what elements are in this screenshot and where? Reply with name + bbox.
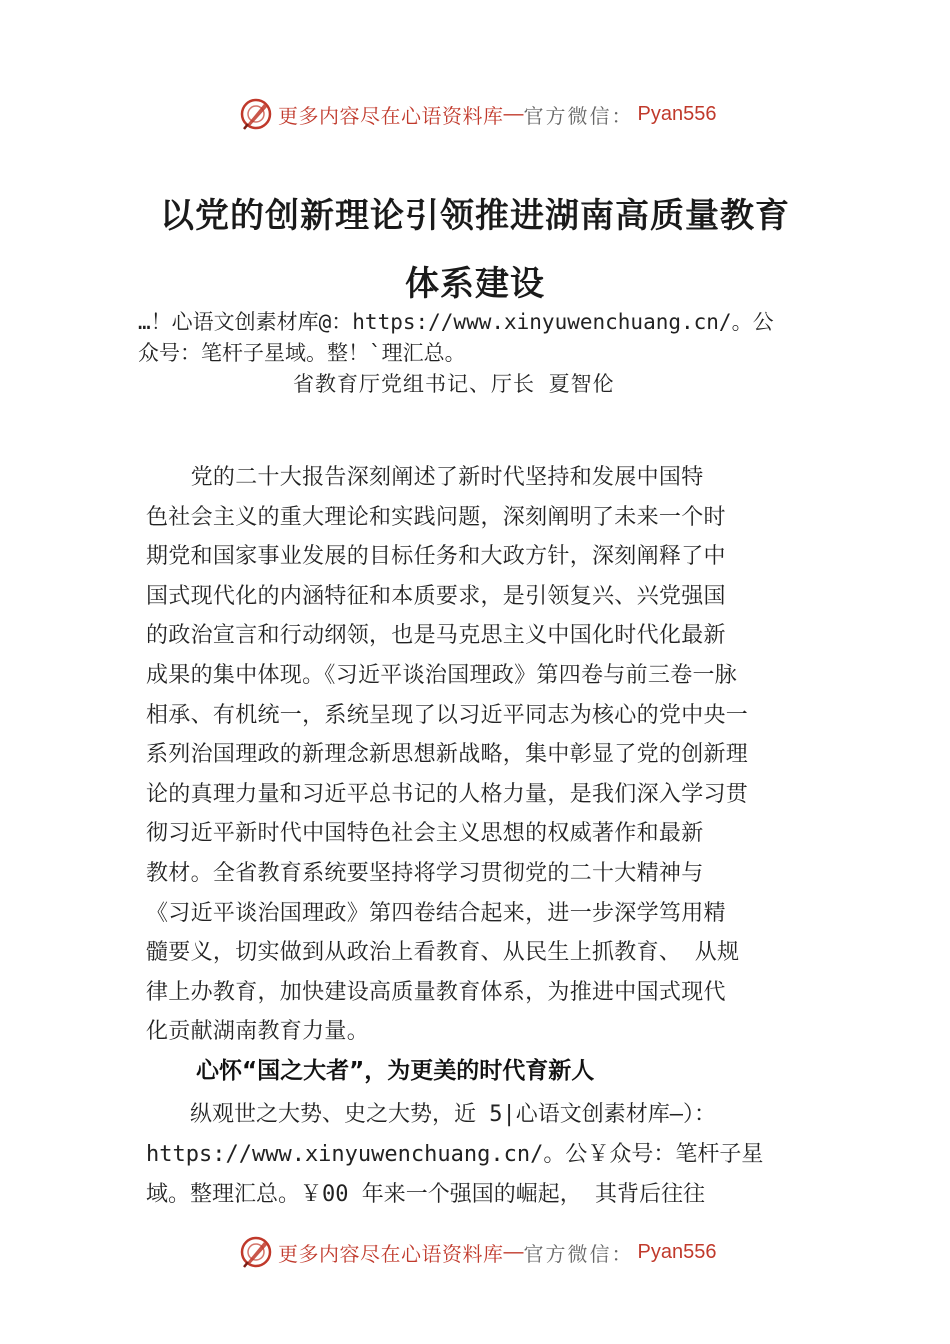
watermark-banner-top: [238, 94, 738, 134]
watermark-banner-bottom: [238, 1232, 738, 1272]
paragraph-line: 党的二十大报告深刻阐述了新时代坚持和发展中国特: [146, 465, 704, 490]
author-line: 省教育厅党组书记、厅长 夏智伦: [293, 372, 615, 396]
paragraph-line: 域。整理汇总。￥00 年来一个强国的崛起， 其背后往往: [146, 1182, 705, 1207]
brush-seal-icon: [238, 1234, 274, 1270]
paragraph-2: [146, 1095, 846, 1215]
paragraph-1: [146, 458, 826, 1052]
paragraph-line: 纵观世之大势、史之大势，近 5|心语文创素材库—）：: [146, 1102, 716, 1127]
watermark-text: 更多内容尽在心语资料库: [278, 1241, 504, 1266]
paragraph-line: 律上办教育，加快建设高质量教育体系，为推进中国式现代: [146, 979, 726, 1005]
document-title-line-1: 以党的创新理论引领推进湖南高质量教育: [160, 196, 790, 236]
wechat-id: Pyan556: [637, 1240, 717, 1263]
paragraph-line: 国式现代化的内涵特征和本质要求，是引领复兴、兴党强国: [146, 583, 726, 609]
paragraph-line: 教材。全省教育系统要坚持将学习贯彻党的二十大精神与: [146, 860, 704, 886]
paragraph-line: 的政治宣言和行动纲领，也是马克思主义中国化时代化最新: [146, 623, 726, 649]
paragraph-line: 彻习近平新时代中国特色社会主义思想的权威著作和最新: [146, 821, 704, 847]
paragraph-line: 期党和国家事业发展的目标任务和大政方针，深刻阐释了中: [146, 544, 726, 570]
paragraph-line: 成果的集中体现。《习近平谈治国理政》第四卷与前三卷一脉: [146, 662, 738, 688]
watermark-dash: —: [503, 102, 524, 125]
wechat-label: 官方微信：: [523, 1241, 634, 1266]
wechat-id: Pyan556: [637, 102, 717, 125]
watermark-dash: —: [503, 1240, 524, 1263]
paragraph-line: 《习近平谈治国理政》第四卷结合起来，进一步深学笃用精: [146, 900, 726, 926]
paragraph-line: 色社会主义的重大理论和实践问题，深刻阐明了未来一个时: [146, 504, 726, 530]
paragraph-line: 系列治国理政的新理念新思想新战略，集中彰显了党的创新理: [146, 742, 749, 768]
source-note-line-2: 众号：笔杆子星域。整！`理汇总。: [138, 341, 466, 365]
paragraph-line: 髓要义，切实做到从政治上看教育、从民生上抓教育、 从规: [146, 940, 740, 966]
wechat-label: 官方微信：: [523, 103, 634, 128]
paragraph-line: 相承、有机统一，系统呈现了以习近平同志为核心的党中央一: [146, 702, 749, 728]
source-note-line-1: …！心语文创素材库@：https://www.xinyuwenchuang.cn/。公: [138, 310, 774, 334]
section-heading: 心怀“国之大者”，为更美的时代育新人: [196, 1058, 595, 1084]
document-title-line-2: 体系建设: [405, 264, 545, 304]
brush-seal-icon: [238, 96, 274, 132]
watermark-text: 更多内容尽在心语资料库: [278, 103, 504, 128]
paragraph-line: 论的真理力量和习近平总书记的人格力量，是我们深入学习贯: [146, 781, 749, 807]
paragraph-line: 化贡献湖南教育力量。: [146, 1019, 370, 1045]
paragraph-line: https://www.xinyuwenchuang.cn/。公￥众号：笔杆子星: [146, 1142, 764, 1167]
